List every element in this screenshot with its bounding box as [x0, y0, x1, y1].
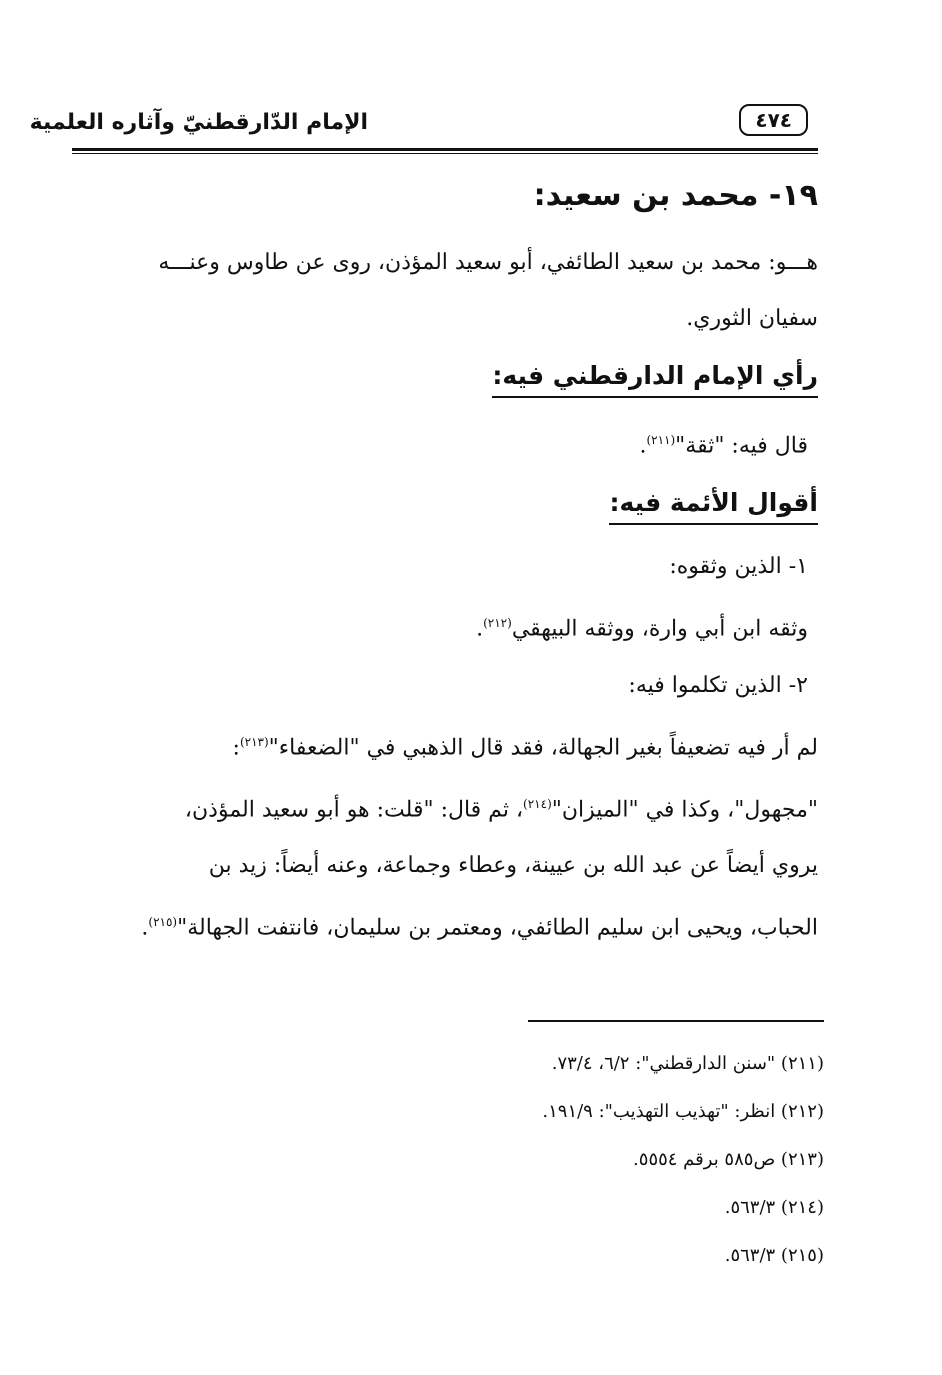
entry-heading: ١٩- محمد بن سعيد:: [533, 178, 818, 213]
footnote-separator: [528, 1020, 824, 1022]
item-2-paragraph: [72, 714, 818, 957]
page-header: [29, 104, 820, 144]
punctuation: .: [476, 616, 484, 642]
footnote-ref: (٢١٢): [483, 616, 512, 631]
item-1-label: ١- الذين وثقوه:: [669, 554, 808, 580]
opinion-text: [72, 412, 818, 474]
para-line-2-end: ، ثم قال: "قلت: هو أبو سعيد المؤذن،: [184, 797, 524, 823]
footnote-ref: (٢١٣): [239, 734, 269, 749]
footnote-ref: (٢١٥): [148, 915, 178, 930]
punctuation: .: [639, 433, 647, 459]
section-heading-imams: أقوال الأئمة فيه:: [609, 488, 818, 525]
item-1-body: وثقه ابن أبي وارة، ووثقه البيهقي: [511, 616, 808, 642]
footnotes: [184, 1040, 824, 1280]
footnote-ref: (٢١٤): [523, 796, 552, 811]
punctuation: :: [232, 734, 240, 760]
page-number: ٤٧٤: [739, 104, 808, 136]
footnote: (٢١٤) ٥٦٣/٣.: [724, 1197, 824, 1218]
punctuation: .: [141, 915, 149, 941]
para-line-4: الحباب، ويحيى ابن سليم الطائفي، ومعتمر بن سليمان، فانتفت الجهالة": [177, 915, 818, 941]
item-2-label: ٢- الذين تكلموا فيه:: [628, 672, 808, 698]
item-1-text: [72, 595, 818, 657]
header-rule-thin: [72, 153, 818, 154]
para-line-2: "مجهول"، وكذا في "الميزان": [551, 797, 818, 823]
opinion-quote: قال فيه: "ثقة": [675, 433, 808, 459]
para-line-1: لم أر فيه تضعيفاً بغير الجهالة، فقد قال الذهبي في "الضعفاء": [268, 734, 818, 760]
intro-line-2: سفيان الثوري.: [686, 306, 818, 331]
intro-line-1: هـــو: محمد بن سعيد الطائفي، أبو سعيد المؤذن، روى عن طاوس وعنـــه: [158, 250, 818, 275]
footnote: (٢١٢) انظر: "تهذيب التهذيب": ١٩١/٩.: [542, 1101, 824, 1122]
footnote: (٢١٣) ص٥٨٥ برقم ٥٥٥٤.: [633, 1149, 824, 1170]
main-content: [72, 170, 818, 957]
para-line-3: يروي أيضاً عن عبد الله بن عيينة، وعطاء وجماعة، وعنه أيضاً: زيد بن: [208, 853, 818, 879]
footnote-ref: (٢١١): [646, 433, 676, 447]
entry-intro: [72, 235, 818, 347]
running-title: الإمام الدّارقطنيّ وآثاره العلمية: [29, 110, 368, 135]
footnote: (٢١١) "سنن الدارقطني": ٦/٢، ٧٣/٤.: [551, 1053, 824, 1074]
section-heading-opinion: رأي الإمام الدارقطني فيه:: [492, 361, 818, 398]
header-rule: [72, 148, 818, 151]
footnote: (٢١٥) ٥٦٣/٣.: [724, 1245, 824, 1266]
